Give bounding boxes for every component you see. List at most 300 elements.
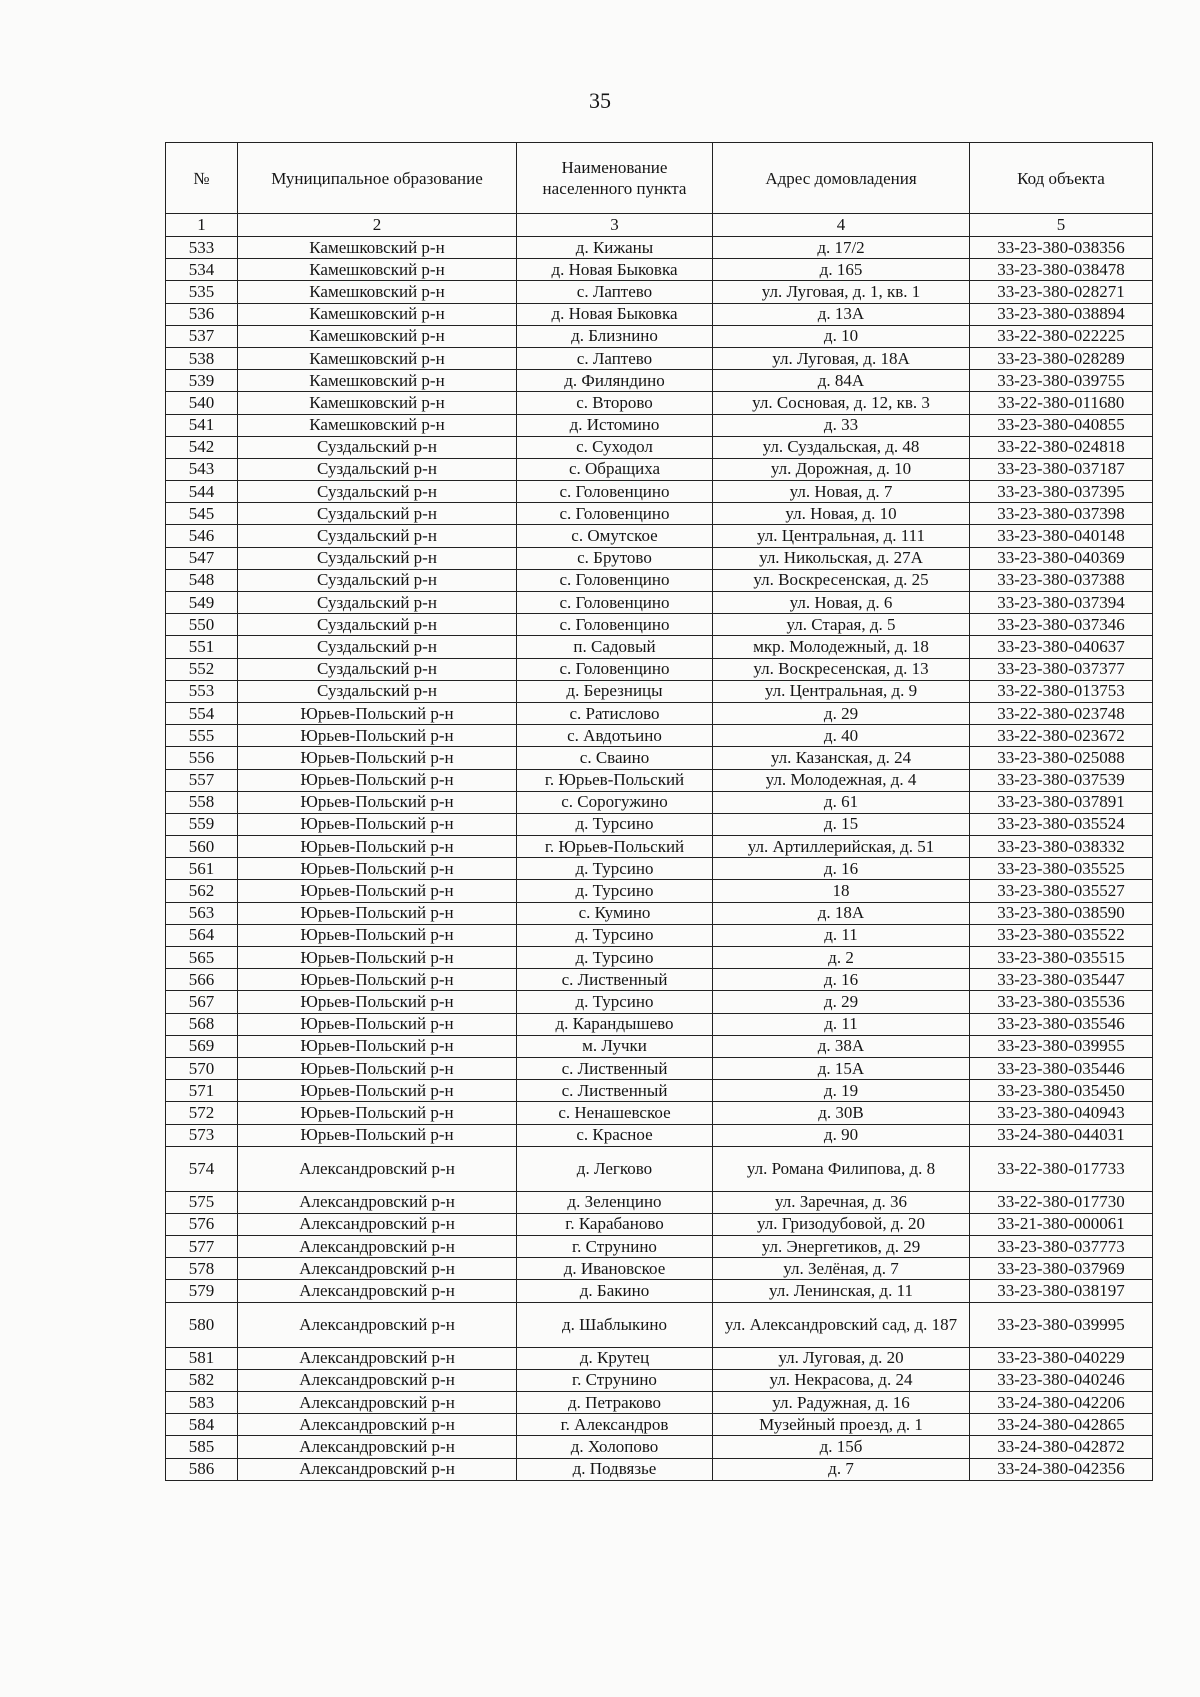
municipality-cell: Суздальский р-н [238,636,517,658]
municipality-cell: Юрьев-Польский р-н [238,1102,517,1124]
table-row [166,1414,1153,1436]
object-code-cell: 33-22-380-017730 [970,1191,1153,1213]
settlement-cell: с. Головенцино [517,569,713,591]
row-number-cell: 555 [166,725,238,747]
table-row [166,503,1153,525]
object-code-cell: 33-23-380-038197 [970,1280,1153,1302]
row-number-cell: 540 [166,392,238,414]
row-number-cell: 580 [166,1302,238,1347]
address-cell: ул. Радужная, д. 16 [713,1392,970,1414]
settlement-cell: д. Легково [517,1146,713,1191]
settlement-cell: с. Ненашевское [517,1102,713,1124]
object-code-cell: 33-23-380-035515 [970,947,1153,969]
table-row [166,1191,1153,1213]
object-code-cell: 33-23-380-028289 [970,347,1153,369]
table-row [166,525,1153,547]
settlement-cell: д. Истомино [517,414,713,436]
settlement-cell: с. Лаптево [517,281,713,303]
address-cell: ул. Казанская, д. 24 [713,747,970,769]
table-row [166,836,1153,858]
table-row [166,458,1153,480]
address-cell: д. 40 [713,725,970,747]
row-number-cell: 579 [166,1280,238,1302]
address-cell: ул. Гризодубовой, д. 20 [713,1213,970,1235]
address-cell: ул. Александровский сад, д. 187 [713,1302,970,1347]
municipality-cell: Юрьев-Польский р-н [238,836,517,858]
table-row [166,1213,1153,1235]
address-cell: ул. Сосновая, д. 12, кв. 3 [713,392,970,414]
object-code-cell: 33-23-380-040855 [970,414,1153,436]
address-cell: ул. Дорожная, д. 10 [713,458,970,480]
settlement-cell: с. Головенцино [517,592,713,614]
municipality-cell: Александровский р-н [238,1258,517,1280]
settlement-cell: г. Струнино [517,1236,713,1258]
table-row [166,1013,1153,1035]
table-row [166,481,1153,503]
registry-table [165,142,1153,1481]
table-row [166,858,1153,880]
municipality-cell: Камешковский р-н [238,325,517,347]
column-number: 5 [970,214,1153,237]
settlement-cell: д. Кижаны [517,237,713,259]
row-number-cell: 586 [166,1458,238,1480]
municipality-cell: Александровский р-н [238,1213,517,1235]
row-number-cell: 566 [166,969,238,991]
settlement-cell: д. Близнино [517,325,713,347]
address-cell: д. 33 [713,414,970,436]
object-code-cell: 33-23-380-037346 [970,614,1153,636]
table-row [166,547,1153,569]
row-number-cell: 547 [166,547,238,569]
address-cell: д. 16 [713,858,970,880]
object-code-cell: 33-23-380-040943 [970,1102,1153,1124]
municipality-cell: Юрьев-Польский р-н [238,725,517,747]
municipality-cell: Юрьев-Польский р-н [238,1013,517,1035]
table-row [166,747,1153,769]
table-row [166,1080,1153,1102]
municipality-cell: Александровский р-н [238,1191,517,1213]
settlement-cell: с. Головенцино [517,503,713,525]
row-number-cell: 572 [166,1102,238,1124]
address-cell: д. 15 [713,813,970,835]
settlement-cell: д. Подвязье [517,1458,713,1480]
municipality-cell: Суздальский р-н [238,481,517,503]
row-number-cell: 571 [166,1080,238,1102]
table-body [166,237,1153,1481]
table-row [166,1035,1153,1057]
municipality-cell: Александровский р-н [238,1347,517,1369]
municipality-cell: Юрьев-Польский р-н [238,1057,517,1079]
object-code-cell: 33-24-380-042206 [970,1392,1153,1414]
object-code-cell: 33-23-380-035525 [970,858,1153,880]
table-row [166,414,1153,436]
municipality-cell: Камешковский р-н [238,347,517,369]
table-row [166,347,1153,369]
table-row [166,325,1153,347]
object-code-cell: 33-23-380-037969 [970,1258,1153,1280]
address-cell: ул. Романа Филипова, д. 8 [713,1146,970,1191]
object-code-cell: 33-22-380-022225 [970,325,1153,347]
settlement-cell: г. Александров [517,1414,713,1436]
municipality-cell: Юрьев-Польский р-н [238,858,517,880]
settlement-cell: д. Шаблыкино [517,1302,713,1347]
table-row [166,636,1153,658]
row-number-cell: 564 [166,924,238,946]
row-number-cell: 537 [166,325,238,347]
row-number-cell: 559 [166,813,238,835]
object-code-cell: 33-23-380-037773 [970,1236,1153,1258]
municipality-cell: Юрьев-Польский р-н [238,747,517,769]
address-cell: ул. Никольская, д. 27А [713,547,970,569]
table-row [166,680,1153,702]
table-row [166,1436,1153,1458]
table-row [166,1347,1153,1369]
settlement-cell: с. Омутское [517,525,713,547]
row-number-cell: 550 [166,614,238,636]
settlement-cell: д. Крутец [517,1347,713,1369]
settlement-cell: с. Сорогужино [517,791,713,813]
row-number-cell: 541 [166,414,238,436]
row-number-cell: 535 [166,281,238,303]
address-cell: 18 [713,880,970,902]
object-code-cell: 33-24-380-042865 [970,1414,1153,1436]
object-code-cell: 33-21-380-000061 [970,1213,1153,1235]
settlement-cell: д. Холопово [517,1436,713,1458]
settlement-cell: г. Юрьев-Польский [517,836,713,858]
column-number: 4 [713,214,970,237]
municipality-cell: Камешковский р-н [238,303,517,325]
object-code-cell: 33-23-380-039995 [970,1302,1153,1347]
object-code-cell: 33-22-380-017733 [970,1146,1153,1191]
settlement-cell: с. Лиственный [517,969,713,991]
table-row [166,259,1153,281]
municipality-cell: Суздальский р-н [238,680,517,702]
table-row [166,1392,1153,1414]
address-cell: ул. Некрасова, д. 24 [713,1369,970,1391]
settlement-cell: г. Юрьев-Польский [517,769,713,791]
row-number-cell: 561 [166,858,238,880]
object-code-cell: 33-23-380-037187 [970,458,1153,480]
row-number-cell: 574 [166,1146,238,1191]
table-row [166,1369,1153,1391]
municipality-cell: Александровский р-н [238,1458,517,1480]
municipality-cell: Суздальский р-н [238,525,517,547]
municipality-cell: Юрьев-Польский р-н [238,1124,517,1146]
column-number-row [166,214,1153,237]
municipality-cell: Александровский р-н [238,1414,517,1436]
row-number-cell: 553 [166,680,238,702]
municipality-cell: Камешковский р-н [238,237,517,259]
address-cell: ул. Новая, д. 6 [713,592,970,614]
table-header-row [166,143,1153,214]
object-code-cell: 33-23-380-038478 [970,259,1153,281]
object-code-cell: 33-23-380-040637 [970,636,1153,658]
object-code-cell: 33-23-380-025088 [970,747,1153,769]
row-number-cell: 546 [166,525,238,547]
address-cell: д. 165 [713,259,970,281]
settlement-cell: с. Сваино [517,747,713,769]
object-code-cell: 33-23-380-039955 [970,1035,1153,1057]
page-number: 35 [589,88,611,113]
object-code-cell: 33-23-380-039755 [970,370,1153,392]
row-number-cell: 570 [166,1057,238,1079]
row-number-cell: 534 [166,259,238,281]
object-code-cell: 33-23-380-035447 [970,969,1153,991]
settlement-cell: с. Брутово [517,547,713,569]
object-code-cell: 33-24-380-042872 [970,1436,1153,1458]
row-number-cell: 583 [166,1392,238,1414]
row-number-cell: 577 [166,1236,238,1258]
address-cell: д. 29 [713,702,970,724]
row-number-cell: 558 [166,791,238,813]
settlement-cell: д. Турсино [517,924,713,946]
settlement-cell: м. Лучки [517,1035,713,1057]
address-cell: мкр. Молодежный, д. 18 [713,636,970,658]
object-code-cell: 33-23-380-040246 [970,1369,1153,1391]
table-row [166,702,1153,724]
address-cell: ул. Луговая, д. 18А [713,347,970,369]
settlement-cell: с. Суходол [517,436,713,458]
municipality-cell: Камешковский р-н [238,259,517,281]
municipality-cell: Камешковский р-н [238,281,517,303]
settlement-cell: с. Красное [517,1124,713,1146]
settlement-cell: с. Обращиха [517,458,713,480]
object-code-cell: 33-22-380-024818 [970,436,1153,458]
municipality-cell: Суздальский р-н [238,503,517,525]
table-row [166,1280,1153,1302]
row-number-cell: 560 [166,836,238,858]
settlement-cell: с. Головенцино [517,658,713,680]
municipality-cell: Юрьев-Польский р-н [238,769,517,791]
address-cell: Музейный проезд, д. 1 [713,1414,970,1436]
column-number: 2 [238,214,517,237]
column-number: 1 [166,214,238,237]
object-code-cell: 33-23-380-040369 [970,547,1153,569]
table-row [166,592,1153,614]
settlement-cell: д. Филяндино [517,370,713,392]
settlement-cell: с. Лиственный [517,1057,713,1079]
row-number-cell: 545 [166,503,238,525]
settlement-cell: д. Петраково [517,1392,713,1414]
table-row [166,1124,1153,1146]
row-number-cell: 556 [166,747,238,769]
municipality-cell: Суздальский р-н [238,592,517,614]
object-code-cell: 33-23-380-040148 [970,525,1153,547]
municipality-cell: Суздальский р-н [238,569,517,591]
table-row [166,947,1153,969]
table-row [166,725,1153,747]
settlement-cell: с. Ратислово [517,702,713,724]
object-code-cell: 33-23-380-037388 [970,569,1153,591]
table-row [166,969,1153,991]
row-number-cell: 557 [166,769,238,791]
municipality-cell: Александровский р-н [238,1436,517,1458]
object-code-cell: 33-23-380-035524 [970,813,1153,835]
header-settlement: Наименование населенного пункта [517,143,713,214]
settlement-cell: с. Лаптево [517,347,713,369]
object-code-cell: 33-23-380-038590 [970,902,1153,924]
municipality-cell: Александровский р-н [238,1146,517,1191]
row-number-cell: 582 [166,1369,238,1391]
object-code-cell: 33-23-380-040229 [970,1347,1153,1369]
table-row [166,370,1153,392]
row-number-cell: 575 [166,1191,238,1213]
address-cell: д. 17/2 [713,237,970,259]
table-row [166,769,1153,791]
municipality-cell: Суздальский р-н [238,658,517,680]
municipality-cell: Александровский р-н [238,1280,517,1302]
settlement-cell: д. Турсино [517,880,713,902]
row-number-cell: 538 [166,347,238,369]
address-cell: д. 18А [713,902,970,924]
object-code-cell: 33-22-380-023672 [970,725,1153,747]
settlement-cell: г. Струнино [517,1369,713,1391]
municipality-cell: Юрьев-Польский р-н [238,791,517,813]
municipality-cell: Юрьев-Польский р-н [238,1035,517,1057]
municipality-cell: Юрьев-Польский р-н [238,947,517,969]
row-number-cell: 539 [166,370,238,392]
table-row [166,1057,1153,1079]
object-code-cell: 33-22-380-013753 [970,680,1153,702]
header-address: Адрес домовладения [713,143,970,214]
table-row [166,658,1153,680]
object-code-cell: 33-22-380-023748 [970,702,1153,724]
table-row [166,392,1153,414]
settlement-cell: д. Карандышево [517,1013,713,1035]
settlement-cell: г. Карабаново [517,1213,713,1235]
municipality-cell: Юрьев-Польский р-н [238,969,517,991]
address-cell: д. 30В [713,1102,970,1124]
object-code-cell: 33-23-380-035536 [970,991,1153,1013]
address-cell: д. 13А [713,303,970,325]
address-cell: ул. Луговая, д. 1, кв. 1 [713,281,970,303]
municipality-cell: Суздальский р-н [238,436,517,458]
municipality-cell: Камешковский р-н [238,414,517,436]
object-code-cell: 33-23-380-038332 [970,836,1153,858]
municipality-cell: Юрьев-Польский р-н [238,1080,517,1102]
object-code-cell: 33-22-380-011680 [970,392,1153,414]
municipality-cell: Суздальский р-н [238,614,517,636]
settlement-cell: с. Головенцино [517,481,713,503]
table-row [166,924,1153,946]
row-number-cell: 567 [166,991,238,1013]
settlement-cell: д. Березницы [517,680,713,702]
settlement-cell: д. Ивановское [517,1258,713,1280]
municipality-cell: Юрьев-Польский р-н [238,991,517,1013]
table-row [166,569,1153,591]
address-cell: д. 19 [713,1080,970,1102]
address-cell: ул. Воскресенская, д. 25 [713,569,970,591]
header-object-code: Код объекта [970,143,1153,214]
column-number: 3 [517,214,713,237]
row-number-cell: 569 [166,1035,238,1057]
row-number-cell: 581 [166,1347,238,1369]
address-cell: ул. Старая, д. 5 [713,614,970,636]
object-code-cell: 33-24-380-044031 [970,1124,1153,1146]
address-cell: д. 11 [713,1013,970,1035]
row-number-cell: 565 [166,947,238,969]
municipality-cell: Камешковский р-н [238,370,517,392]
header-municipality: Муниципальное образование [238,143,517,214]
settlement-cell: д. Новая Быковка [517,259,713,281]
table-row [166,1236,1153,1258]
table-row [166,991,1153,1013]
table-row [166,1458,1153,1480]
object-code-cell: 33-23-380-038894 [970,303,1153,325]
table-row [166,303,1153,325]
table-row [166,281,1153,303]
address-cell: ул. Энергетиков, д. 29 [713,1236,970,1258]
address-cell: ул. Заречная, д. 36 [713,1191,970,1213]
row-number-cell: 554 [166,702,238,724]
settlement-cell: д. Турсино [517,947,713,969]
object-code-cell: 33-23-380-035527 [970,880,1153,902]
address-cell: д. 16 [713,969,970,991]
object-code-cell: 33-23-380-037394 [970,592,1153,614]
row-number-cell: 552 [166,658,238,680]
address-cell: д. 61 [713,791,970,813]
settlement-cell: п. Садовый [517,636,713,658]
row-number-cell: 544 [166,481,238,503]
object-code-cell: 33-23-380-035446 [970,1057,1153,1079]
municipality-cell: Юрьев-Польский р-н [238,902,517,924]
row-number-cell: 551 [166,636,238,658]
address-cell: ул. Артиллерийская, д. 51 [713,836,970,858]
settlement-cell: д. Бакино [517,1280,713,1302]
row-number-cell: 573 [166,1124,238,1146]
municipality-cell: Юрьев-Польский р-н [238,702,517,724]
address-cell: ул. Зелёная, д. 7 [713,1258,970,1280]
object-code-cell: 33-23-380-037398 [970,503,1153,525]
municipality-cell: Александровский р-н [238,1369,517,1391]
municipality-cell: Юрьев-Польский р-н [238,924,517,946]
address-cell: д. 10 [713,325,970,347]
settlement-cell: д. Турсино [517,991,713,1013]
object-code-cell: 33-24-380-042356 [970,1458,1153,1480]
table-row [166,1102,1153,1124]
row-number-cell: 543 [166,458,238,480]
row-number-cell: 585 [166,1436,238,1458]
row-number-cell: 584 [166,1414,238,1436]
settlement-cell: д. Турсино [517,813,713,835]
address-cell: ул. Новая, д. 10 [713,503,970,525]
address-cell: ул. Центральная, д. 9 [713,680,970,702]
municipality-cell: Александровский р-н [238,1392,517,1414]
address-cell: д. 15А [713,1057,970,1079]
row-number-cell: 533 [166,237,238,259]
row-number-cell: 548 [166,569,238,591]
settlement-cell: д. Новая Быковка [517,303,713,325]
row-number-cell: 536 [166,303,238,325]
municipality-cell: Александровский р-н [238,1236,517,1258]
address-cell: ул. Луговая, д. 20 [713,1347,970,1369]
municipality-cell: Суздальский р-н [238,458,517,480]
address-cell: ул. Суздальская, д. 48 [713,436,970,458]
settlement-cell: д. Зеленцино [517,1191,713,1213]
address-cell: д. 90 [713,1124,970,1146]
address-cell: ул. Воскресенская, д. 13 [713,658,970,680]
row-number-cell: 542 [166,436,238,458]
object-code-cell: 33-23-380-035522 [970,924,1153,946]
settlement-cell: с. Авдотьино [517,725,713,747]
table-row [166,902,1153,924]
table-row [166,880,1153,902]
municipality-cell: Александровский р-н [238,1302,517,1347]
object-code-cell: 33-23-380-037395 [970,481,1153,503]
table-row [166,1146,1153,1191]
table-row [166,813,1153,835]
settlement-cell: с. Второво [517,392,713,414]
